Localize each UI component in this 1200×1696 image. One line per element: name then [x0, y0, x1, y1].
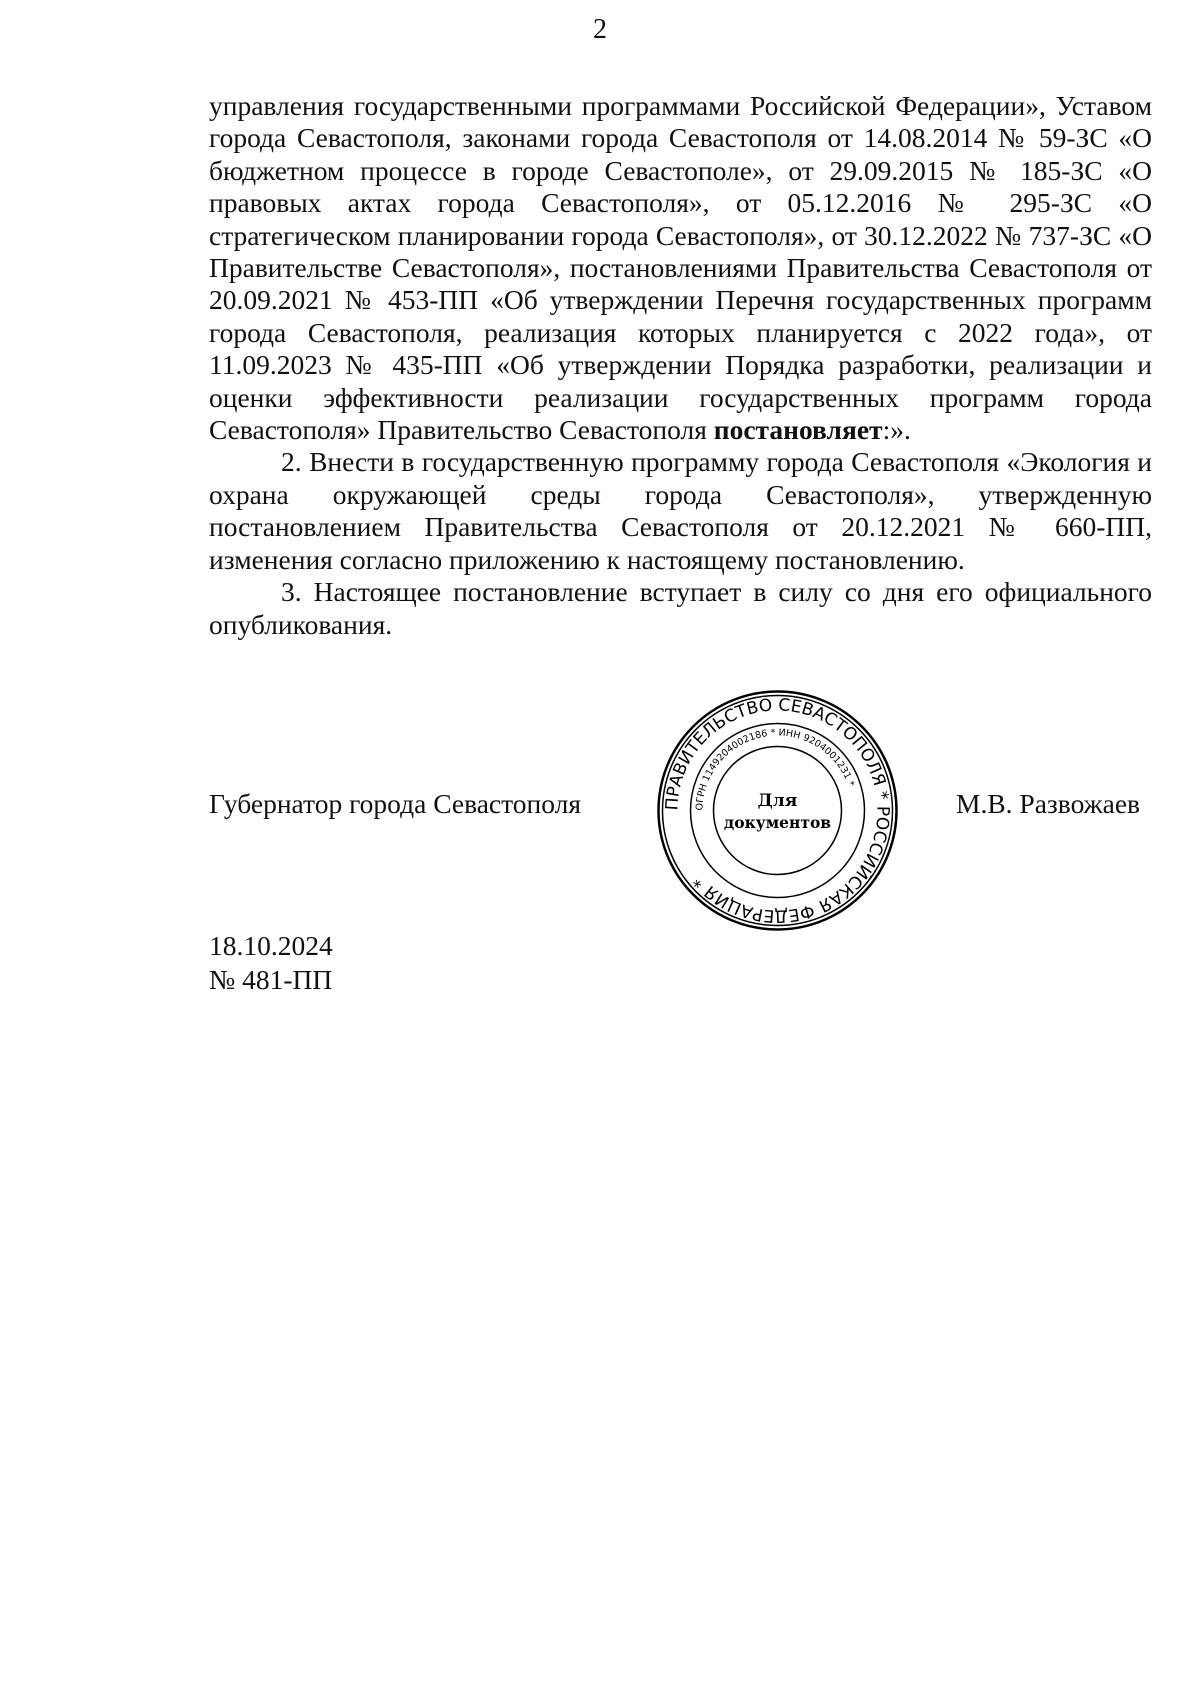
signer-name: М.В. Развожаев — [956, 788, 1141, 819]
seal-center-line-1: Для — [757, 791, 798, 811]
paragraph-1-tail: :». — [882, 414, 911, 446]
paragraph-1-text: управления государственными программами Российской Федерации», Уставом города Севастополя, законами города Севастополя от 14.08.2014 № 59-ЗС «О бюджетном процессе в городе Севастополе», от 29.09.2015 № 185-ЗС «О правовых актах города Севастополя», от 05.12.2016 № 295-ЗС «О стратегическом планировании города Севастополя», от 30.12.2022 № 737-ЗС «О Правительстве Севастополя», постановлениями Правительства Севастополя от 20.09.2021 № 453-ПП «Об утверждении Перечня государственных программ города Севастополя, реализация которых планируется с 2022 года», от 11.09.2023 № 435-ПП «Об утверждении Порядка разработки, реализации и оценки эффективности реализации государственных программ города Севастополя» Правительство Севастополя — [209, 90, 1152, 446]
signatory-position: Губернатор города Севастополя — [209, 788, 581, 819]
document-date: 18.10.2024 — [209, 930, 333, 961]
seal-inner-text: ОГРН 1149204002186 * ИНН 9204001231 * — [694, 727, 857, 811]
official-seal — [655, 688, 900, 933]
page-number: 2 — [593, 14, 607, 45]
paragraph-3: 3. Настоящее постановление вступает в силу со дня его официального опубликования. — [209, 576, 1152, 640]
paragraph-1 — [209, 90, 1152, 446]
seal-outer-text: ПРАВИТЕЛЬСТВО СЕВАСТОПОЛЯ * РОССИЙСКАЯ ФЕДЕРАЦИЯ * — [662, 695, 893, 926]
paragraph-2: 2. Внести в государственную программу города Севастополя «Экология и охрана окружающей среды города Севастополя», утвержденную постановлением Правительства Севастополя от 20.12.2021 № 660-ПП, изменения согласно приложению к настоящему постановлению. — [209, 446, 1152, 575]
document-body — [209, 90, 1152, 641]
paragraph-1-emphasis: постановляет — [713, 414, 883, 446]
document-number: № 481-ПП — [209, 964, 333, 995]
seal-center-line-2: документов — [723, 813, 832, 832]
